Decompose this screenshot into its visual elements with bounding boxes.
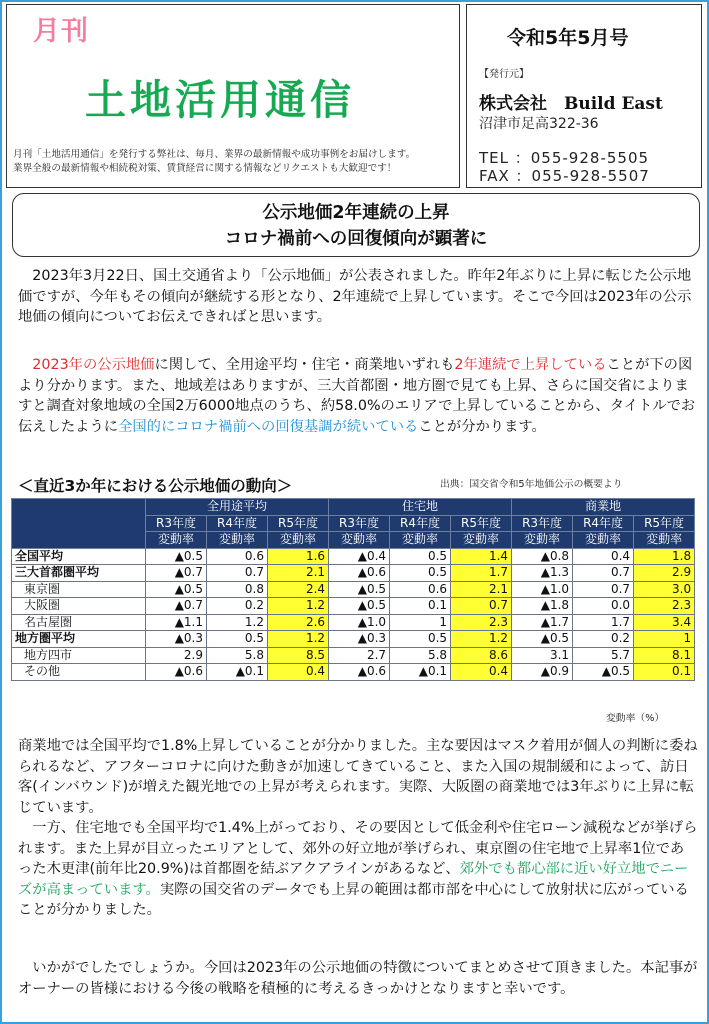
paragraph-residential [18,818,698,921]
year-header: R3年度 [146,515,207,532]
highlight-two-year-rise: 2年連続で上昇している [454,357,607,373]
row-label: 大阪圏 [12,598,146,615]
table-cell: 5.8 [390,647,451,664]
table-cell: 0.1 [390,598,451,615]
summary-text-b: ことが下の図より分かります。また、地域差はありますが、三大首都圏・地方圏で見ても上昇、さらに国交省によりますと調査対象地域の全国2万6000地点のうち、約58.0%のエリアで上昇していることから、タイトルでお伝えしたように [18,357,696,435]
issue-date: 令和5年5月号 [507,27,629,49]
table-cell: ▲0.1 [390,664,451,681]
table-section-title: ＜直近3か年における公示地価の動向＞ [18,477,293,495]
rate-header: 変動率 [329,532,390,549]
company-name: 株式会社 Build East [479,94,663,114]
highlight-koji-chika: 2023年の公示地価 [18,357,155,373]
highlight-recovery: 全国的にコロナ禍前への回復基調が続いている [118,418,419,435]
table-cell: 0.6 [207,548,268,565]
rate-header: 変動率 [207,532,268,549]
summary-text-c: ことが分かります。 [418,418,546,435]
newsletter-title: 土地活用通信 [85,76,355,124]
table-source: 出典：国交省令和5年地価公示の概要より [440,479,623,490]
table-cell: 2.7 [329,647,390,664]
row-label: 地方四市 [12,647,146,664]
table-cell: 0.7 [451,598,512,615]
table-cell: ▲0.4 [329,548,390,565]
year-header: R5年度 [268,515,329,532]
table-cell: 2.3 [451,614,512,631]
year-header: R4年度 [207,515,268,532]
table-corner [12,499,146,549]
year-header: R3年度 [329,515,390,532]
table-cell: 8.1 [634,647,695,664]
highlight-suburbs: 郊外でも都心部に近い好立地でニーズが高まっています。 [18,861,689,898]
rate-header: 変動率 [268,532,329,549]
company-address: 沼津市足高322-36 [479,116,599,132]
table-cell: 2.6 [268,614,329,631]
monthly-label: 月刊 [33,16,89,47]
summary-text-a: に関して、全用途平均・住宅・商業地いずれも [154,357,455,373]
table-cell: ▲0.5 [573,664,634,681]
table-cell: ▲0.5 [512,631,573,648]
table-cell: 5.7 [573,647,634,664]
table-cell: 8.6 [451,647,512,664]
residential-text-b: 実際の国交省のデータでも上昇の範囲は都市部を中心にして放射状に広がっていることが分かりました。 [18,881,689,918]
table-cell: 1.2 [451,631,512,648]
table-cell: ▲1.7 [512,614,573,631]
table-row [12,548,695,565]
table-cell: ▲0.5 [146,581,207,598]
intro-text [13,148,457,176]
table-cell: ▲0.8 [512,548,573,565]
year-header: R4年度 [573,515,634,532]
table-cell: 0.4 [451,664,512,681]
table-cell: 1.7 [451,565,512,582]
table-cell: ▲0.7 [146,598,207,615]
rate-header: 変動率 [573,532,634,549]
group-header: 全用途平均 [146,499,329,516]
row-label: 三大首都圏平均 [12,565,146,582]
group-header: 商業地 [512,499,695,516]
table-cell: 3.1 [512,647,573,664]
table-cell: 3.4 [634,614,695,631]
table-cell: 1.6 [268,548,329,565]
table-cell: 2.9 [146,647,207,664]
table-row [12,598,695,615]
paragraph-closing: いかがでしたでしょうか。今回は2023年の公示地価の特徴についてまとめさせて頂きました。本記事がオーナーの皆様における今後の戦略を積極的に考えるきっかけとなりますと幸いです。 [18,960,698,997]
table-cell: 1.4 [451,548,512,565]
rate-header: 変動率 [634,532,695,549]
table-cell: ▲0.6 [146,664,207,681]
table-cell: 0.7 [207,565,268,582]
table-cell: 0.2 [573,631,634,648]
row-label: 名古屋圏 [12,614,146,631]
company-fax: FAX ：055-928-5507 [479,167,650,185]
table-cell: 5.8 [207,647,268,664]
rate-header: 変動率 [451,532,512,549]
table-cell: ▲0.5 [329,598,390,615]
table-cell: ▲0.3 [329,631,390,648]
year-header: R3年度 [512,515,573,532]
table-cell: 3.0 [634,581,695,598]
table-cell: 0.8 [207,581,268,598]
table-row [12,614,695,631]
residential-text-a: 一方、住宅地でも全国平均で1.4%上がっており、その要因として低金利や住宅ローン減税などが挙げられます。また上昇が目立ったエリアとして、郊外の好立地が挙げられ、東京圏の住宅地で上昇率1位であった木更津(前年比20.9%)は首都圏を結ぶアクアラインがあるなど、 [18,820,698,877]
table-cell: 1.2 [268,631,329,648]
land-price-table [11,498,695,681]
table-row [12,647,695,664]
table-cell: ▲0.5 [329,581,390,598]
table-row [12,581,695,598]
table-cell: ▲1.0 [329,614,390,631]
table-cell: 0.5 [390,548,451,565]
table-cell: ▲0.6 [329,565,390,582]
rate-header: 変動率 [146,532,207,549]
intro-line-1: 月刊「土地活用通信」を発行する弊社は、毎月、業界の最新情報や成功事例をお届けします。 [13,149,416,160]
year-header: R4年度 [390,515,451,532]
table-cell: 0.7 [573,565,634,582]
table-cell: 1.8 [634,548,695,565]
table-cell: 0.4 [573,548,634,565]
table-cell: ▲0.3 [146,631,207,648]
paragraph-commercial: 商業地では全国平均で1.8%上昇していることが分かりました。主な要因はマスク着用が個人の判断に委ねられるなど、アフターコロナに向けた動きが加速してきていること、また入国の規制緩和によって、訪日客(インバウンド)が増えた観光地での上昇が考えられます。実際、大阪圏の商業地では3年ぶりに上昇に転じています。 [18,738,698,816]
table-cell: ▲1.1 [146,614,207,631]
table-cell: 0.4 [268,664,329,681]
row-label: 東京圏 [12,581,146,598]
paragraph-summary [18,355,698,437]
rate-header: 変動率 [390,532,451,549]
table-row [12,565,695,582]
table-cell: 1.2 [207,614,268,631]
table-cell: ▲0.9 [512,664,573,681]
table-cell: ▲1.3 [512,565,573,582]
headline-line-1: 公示地価2年連続の上昇 [262,203,450,223]
paragraph-intro: 2023年3月22日、国土交通省より「公示地価」が公表されました。昨年2年ぶりに上昇に転じた公示地価ですが、今年もその傾向が継続する形となり、2年連続で上昇しています。そこで今回は2023年の公示地価の傾向についてお伝えできればと思います。 [18,268,692,325]
table-row [12,664,695,681]
table-cell: ▲0.5 [146,548,207,565]
row-label: その他 [12,664,146,681]
table-cell: ▲0.6 [329,664,390,681]
table-cell: 2.3 [634,598,695,615]
table-cell: ▲1.0 [512,581,573,598]
table-cell: 1.2 [268,598,329,615]
table-cell: 0.6 [390,581,451,598]
table-cell: 8.5 [268,647,329,664]
table-row [12,631,695,648]
table-cell: 0.0 [573,598,634,615]
year-header: R5年度 [451,515,512,532]
row-label: 全国平均 [12,548,146,565]
table-cell: 1.7 [573,614,634,631]
masthead [6,4,460,188]
table-cell: 0.5 [390,565,451,582]
publisher-box [466,4,702,188]
group-header: 住宅地 [329,499,512,516]
table-cell: ▲0.1 [207,664,268,681]
table-cell: 0.7 [573,581,634,598]
headline-line-2: コロナ禍前への回復傾向が顕著に [224,229,488,249]
row-label: 地方圏平均 [12,631,146,648]
table-cell: ▲0.7 [146,565,207,582]
rate-header: 変動率 [512,532,573,549]
table-header-groups [12,499,695,516]
table-cell: 2.9 [634,565,695,582]
intro-line-2: 業界全般の最新情報や相続税対策、賃貸経営に関する情報などリクエストも大歓迎です！ [13,163,397,174]
table-cell: 0.2 [207,598,268,615]
table-cell: 0.5 [390,631,451,648]
table-cell: 1 [390,614,451,631]
table-unit: 変動率（%） [606,713,665,724]
table-cell: 2.1 [268,565,329,582]
table-cell: 0.5 [207,631,268,648]
table-cell: 1 [634,631,695,648]
headline-box [12,193,700,257]
year-header: R5年度 [634,515,695,532]
company-tel: TEL ：055-928-5505 [479,149,650,167]
table-cell: 0.1 [634,664,695,681]
table-cell: ▲1.8 [512,598,573,615]
table-cell: 2.4 [268,581,329,598]
publisher-label: 【発行元】 [479,69,529,80]
table-cell: 2.1 [451,581,512,598]
